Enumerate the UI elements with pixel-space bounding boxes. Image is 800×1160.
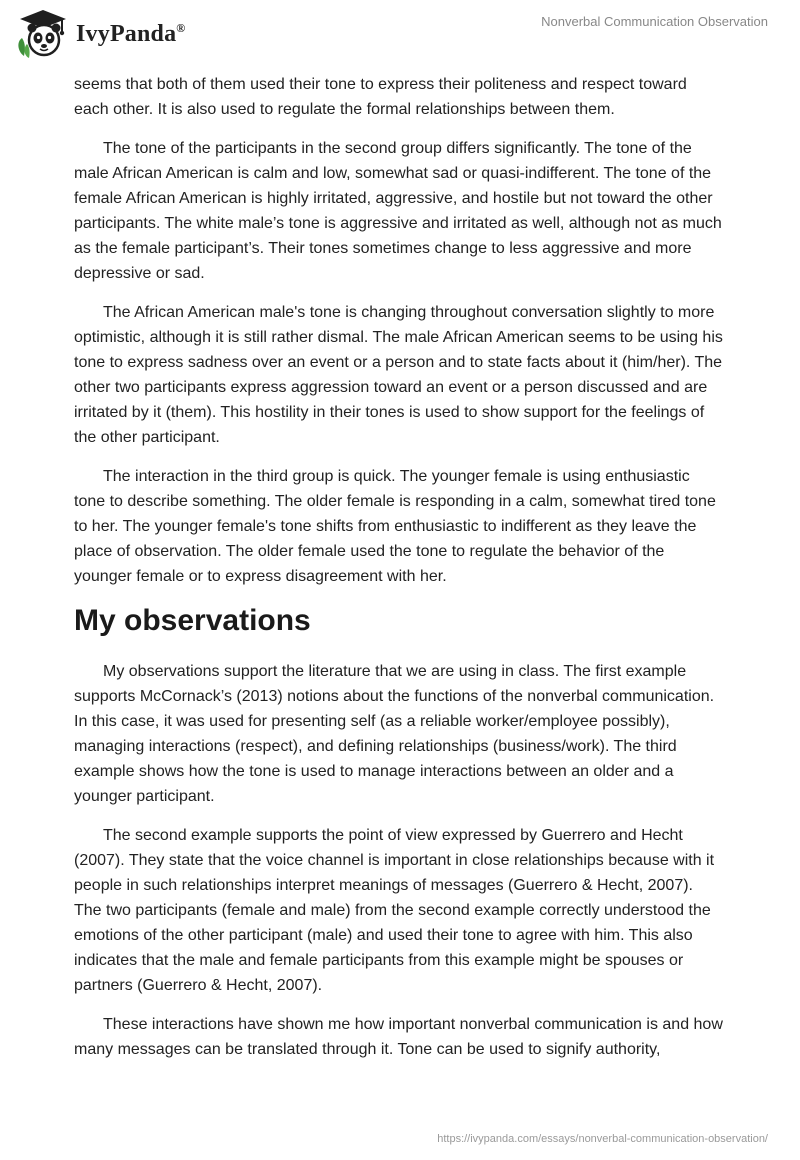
section-heading: My observations: [74, 604, 311, 637]
logo-wordmark: [76, 21, 185, 48]
panda-graduate-icon: [14, 8, 72, 60]
ivypanda-logo[interactable]: [14, 8, 214, 60]
paragraph: The second example supports the point of view expressed by Guerrero and Hecht (2007). They state that the voice channel is important in close relationships because with it people in such relationships interpret meanings of messages (Guerrero & Hecht, 2007). The two participants (female and male) from the second example correctly understood the emotions of the other participant (male) and used their tone to agree with him. This also indicates that the male and female participants from this example might be spouses or partners (Guerrero & Hecht, 2007).: [74, 827, 715, 994]
paragraph: seems that both of them used their tone to express their politeness and respect toward each other. It is also used to regulate the formal relationships between them.: [74, 76, 687, 118]
essay-content: [74, 72, 724, 1076]
source-url[interactable]: https://ivypanda.com/essays/nonverbal-communication-observation/: [437, 1133, 768, 1145]
paragraph: These interactions have shown me how important nonverbal communication is and how many messages can be translated through it. Tone can be used to signify authority,: [74, 1016, 723, 1058]
logo-text: IvyPanda: [76, 20, 177, 47]
paragraph: The tone of the participants in the second group differs significantly. The tone of the male African American is calm and low, somewhat sad or quasi-indifferent. The tone of the female African American is highly irritated, aggressive, and hostile but not toward the other participants. The white male’s tone is aggressive and irritated as well, although not as much as the female participant’s. Their tones sometimes change to less aggressive and more depressive or sad.: [74, 140, 722, 282]
paragraph: My observations support the literature that we are using in class. The first example supports McCornack’s (2013) notions about the functions of the nonverbal communication. In this case, it was used for presenting self (as a reliable worker/employee possibly), managing interactions (respect), and defining relationships (business/work). The third example shows how the tone is used to manage interactions between an older and a younger participant.: [74, 663, 715, 805]
paragraph: The interaction in the third group is quick. The younger female is using enthusiastic tone to describe something. The older female is responding in a calm, somewhat tired tone to her. The younger female's tone shifts from enthusiastic to indifferent as they leave the place of observation. The older female used the tone to regulate the behavior of the younger female or to express disagreement with her.: [74, 468, 716, 585]
document-title: Nonverbal Communication Observation: [541, 14, 768, 29]
page-header: [0, 0, 800, 70]
registered-mark: ®: [176, 20, 186, 35]
paragraph: The African American male's tone is changing throughout conversation slightly to more optimistic, although it is still rather dismal. The male African American seems to be using his tone to express sadness over an event or a person and to state facts about it (him/her). The other two participants express aggression toward an event or a person discussed and are irritated by it (them). This hostility in their tones is used to show support for the feelings of the other participant.: [74, 304, 723, 446]
